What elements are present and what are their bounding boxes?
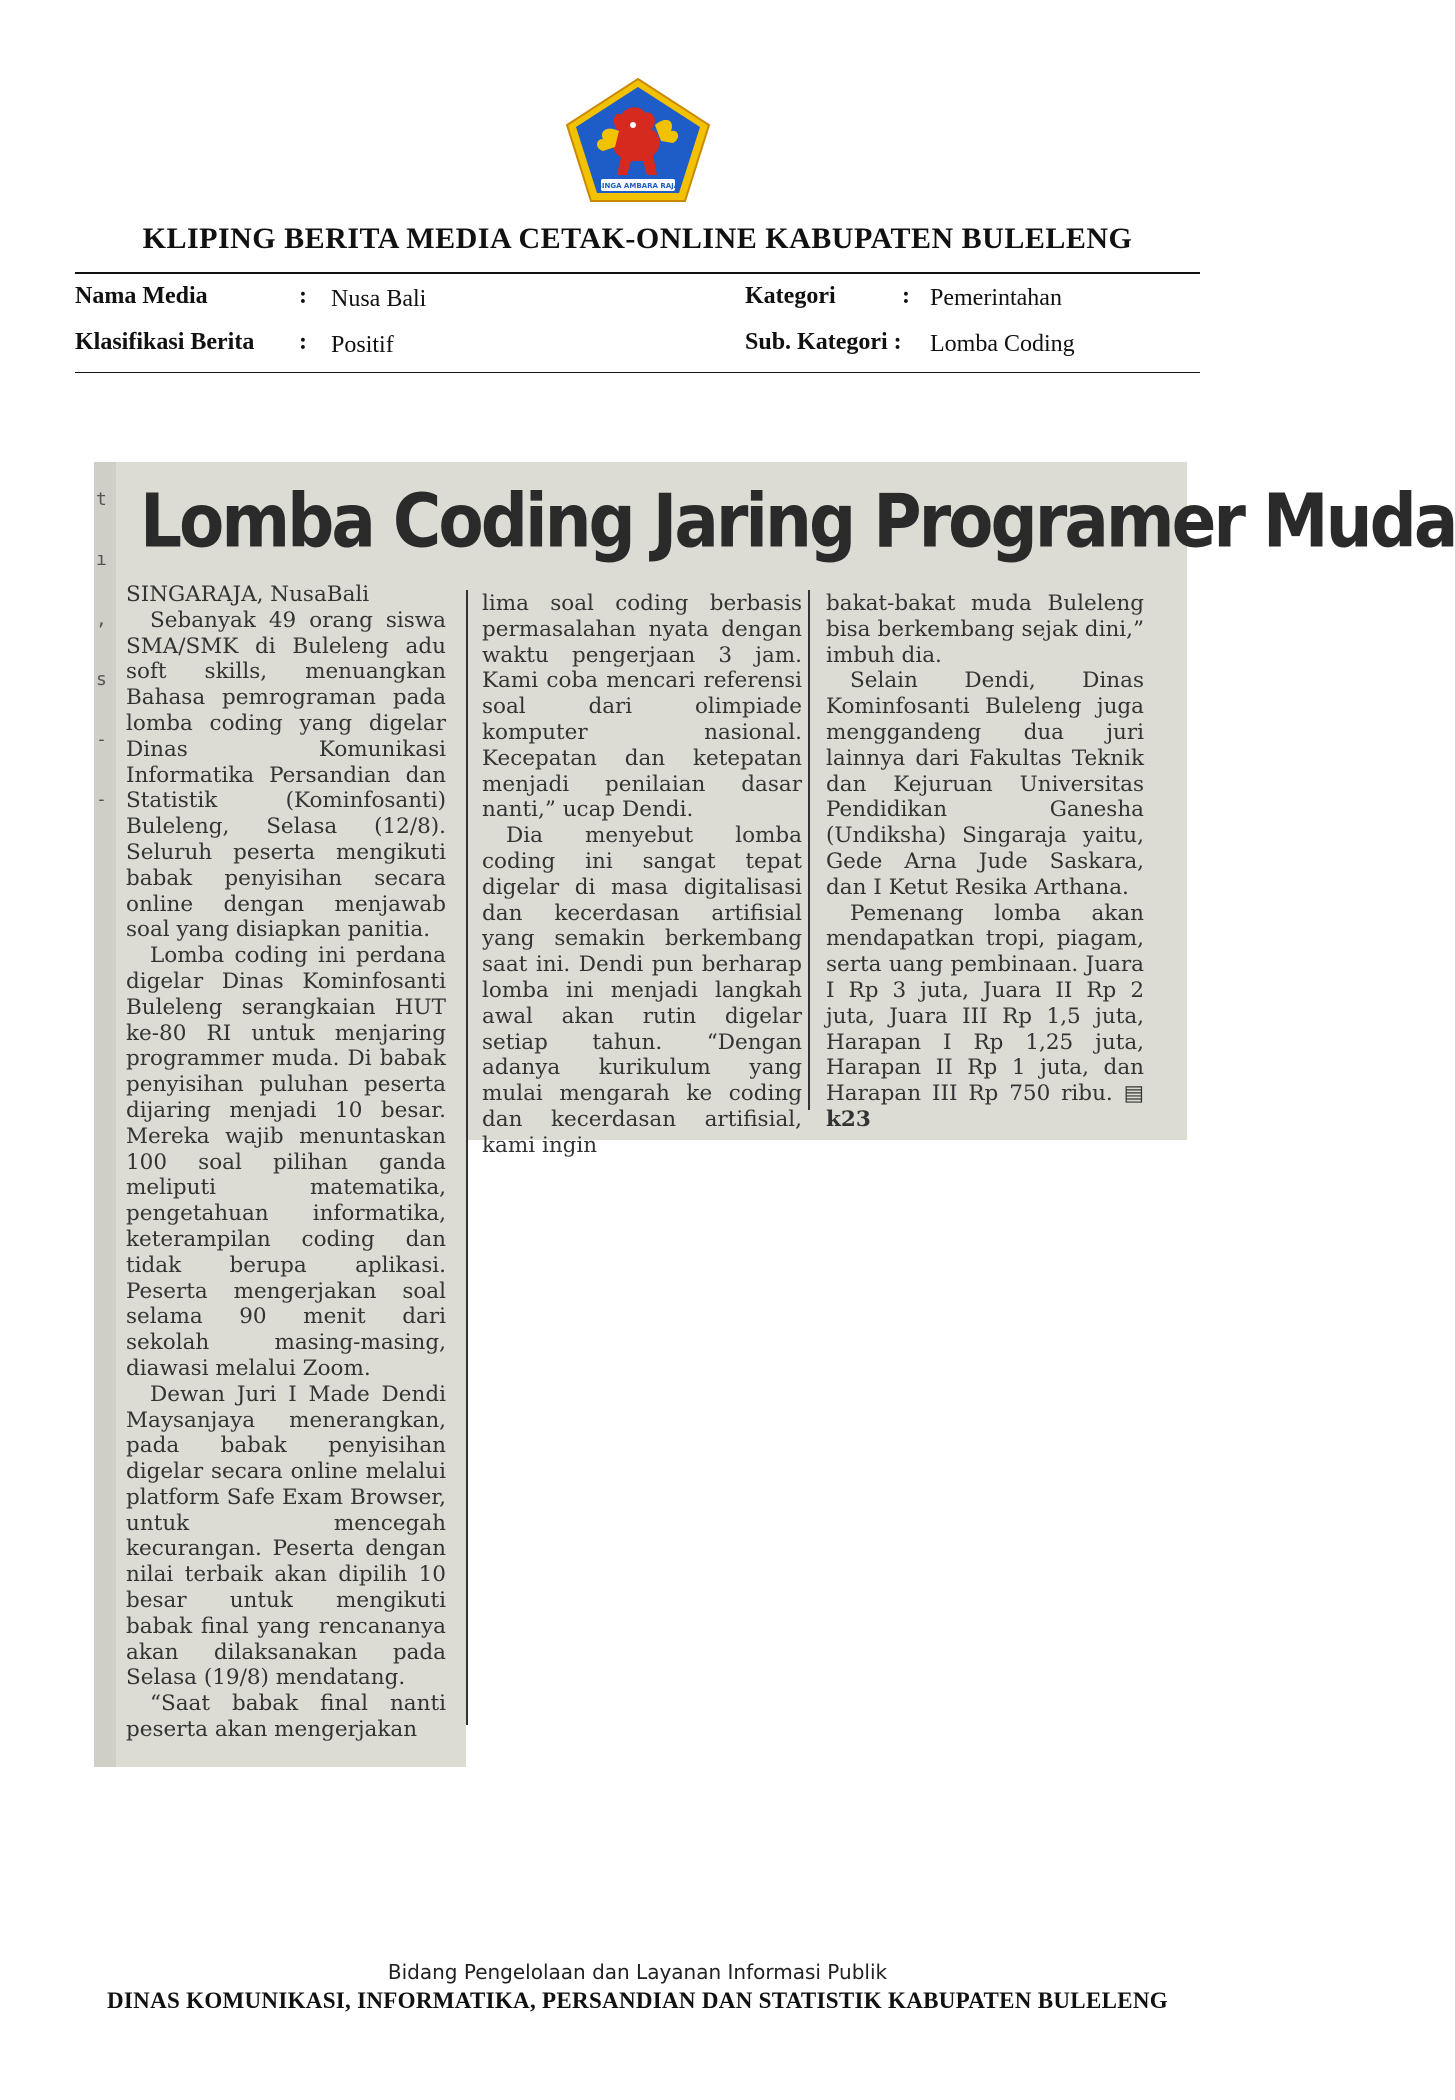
emblem-icon (563, 75, 713, 205)
column-divider (466, 1140, 468, 1725)
kategori-value: Pemerintahan (930, 285, 1062, 311)
article-column-1 (126, 582, 446, 1743)
author-signature: k23 (826, 1106, 871, 1132)
article-dateline: SINGARAJA, NusaBali (126, 582, 370, 607)
article-paragraph: Dia menyebut lomba coding ini sangat tepat digelar di masa digitalisasi dan kecerdasan artifisial yang semakin berkembang saat ini. Dendi pun berharap lomba ini menjadi langkah awal akan rutin digelar setiap tahun. “Dengan adanya kurikulum yang mulai mengarah ke coding dan kecerdasan artifisial, kami ingin (482, 823, 802, 1158)
subkategori-value: Lomba Coding (930, 331, 1075, 357)
regency-emblem-logo (563, 75, 713, 205)
kategori-colon: : (902, 283, 910, 309)
article-column-3 (826, 591, 1144, 1133)
footer-agency: DINAS KOMUNIKASI, INFORMATIKA, PERSANDIAN DAN STATISTIK KABUPATEN BULELENG (107, 1988, 1168, 2013)
article-paragraph (826, 901, 1144, 1133)
article-paragraph: lima soal coding berbasis permasalahan nyata dengan waktu pengerjaan 3 jam. Kami coba mencari referensi soal dari olimpiade komputer nasional. Kecepatan dan ketepatan menjadi penilaian dasar nanti,” ucap Dendi. (482, 591, 802, 823)
media-label: Nama Media (75, 283, 208, 309)
footer-division: Bidang Pengelolaan dan Layanan Informasi Publik (387, 1960, 888, 1984)
media-colon: : (299, 283, 307, 309)
article-headline: Lomba Coding Jaring Programer Muda (140, 478, 1455, 565)
kategori-label: Kategori (745, 283, 836, 309)
page-title: KLIPING BERITA MEDIA CETAK-ONLINE KABUPATEN BULELENG (142, 222, 1133, 255)
article-paragraph-text: Pemenang lomba akan mendapatkan tropi, piagam, serta uang pembinaan. Juara I Rp 3 juta, Juara II Rp 2 juta, Juara III Rp 1,5 juta, Harapan I Rp 1,25 juta, Harapan II Rp 1 juta, dan Harapan III Rp 750 ribu. (826, 900, 1144, 1107)
article-paragraph: Sebanyak 49 orang siswa SMA/SMK di Buleleng adu soft skills, menuangkan Bahasa pemrograman pada lomba coding yang digelar Dinas Komunikasi Informatika Persandian dan Statistik (Kominfosanti) Buleleng, Selasa (12/8). Seluruh peserta mengikuti babak penyisihan secara online dengan menjawab soal yang disiapkan panitia. (126, 607, 446, 943)
newspaper-icon: ▤ (1123, 1081, 1144, 1107)
clipping-edge-fragments: t ı , s - - (96, 489, 107, 810)
article-paragraph: Dewan Juri I Made Dendi Maysanjaya menerangkan, pada babak penyisihan digelar secara online melalui platform Safe Exam Browser, untuk mencegah kecurangan. Peserta dengan nilai terbaik akan dipilih 10 besar untuk mengikuti babak final yang rencananya akan dilaksanakan pada Selasa (19/8) mendatang. (126, 1381, 446, 1691)
article-paragraph: Lomba coding ini perdana digelar Dinas Kominfosanti Buleleng serangkaian HUT ke-80 RI untuk menjaring programmer muda. Di babak penyisihan puluhan peserta dijaring menjadi 10 besar. Mereka wajib menuntaskan 100 soal pilihan ganda meliputi matematika, pengetahuan informatika, keterampilan coding dan tidak berupa aplikasi. Peserta mengerjakan soal selama 90 menit dari sekolah masing-masing, diawasi melalui Zoom. (126, 943, 446, 1381)
article-paragraph: bakat-bakat muda Buleleng bisa berkembang sejak dini,” imbuh dia. (826, 591, 1144, 668)
klasifikasi-value: Positif (331, 332, 394, 358)
media-value: Nusa Bali (331, 286, 427, 312)
klasifikasi-label: Klasifikasi Berita (75, 329, 255, 355)
column-divider (808, 590, 810, 1110)
klasifikasi-colon: : (299, 329, 307, 355)
column-divider (466, 590, 468, 1140)
header-divider-bottom (75, 372, 1200, 373)
header-divider-top (75, 272, 1200, 274)
article-column-2 (482, 591, 802, 1159)
article-paragraph: Selain Dendi, Dinas Kominfosanti Buleleng juga menggandeng dua juri lainnya dari Fakultas Teknik dan Kejuruan Universitas Pendidikan Ganesha (Undiksha) Singaraja yaitu, Gede Arna Jude Saskara, dan I Ketut Resika Arthana. (826, 668, 1144, 900)
subkategori-label: Sub. Kategori : (745, 329, 902, 355)
svg-text:SINGA AMBARA RAJA: SINGA AMBARA RAJA (596, 182, 680, 190)
article-paragraph: “Saat babak final nanti peserta akan mengerjakan (126, 1691, 446, 1743)
